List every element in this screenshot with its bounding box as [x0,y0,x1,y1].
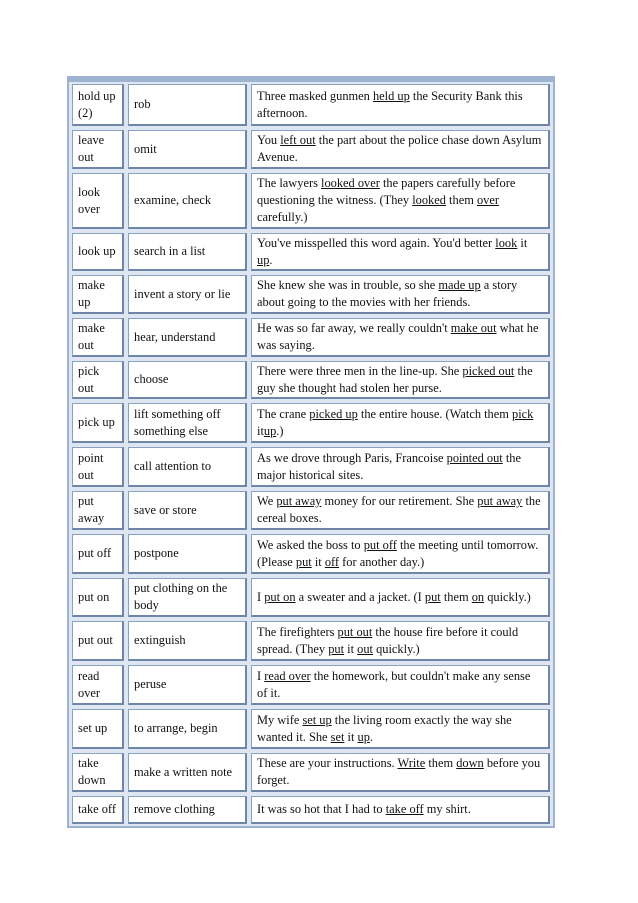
example-text: We asked the boss to [257,537,364,552]
underlined-verb: down [456,756,484,770]
example-text: it [517,235,528,250]
example-text: There were three men in the line-up. She [257,363,463,378]
example-sentence [257,88,543,122]
meaning-cell: to arrange, begin [128,709,247,749]
underlined-verb: make out [450,321,497,335]
underlined-verb: put [295,554,312,569]
example-sentence [257,277,543,311]
meaning-cell: put clothing on the body [128,578,247,617]
meaning-cell: lift something off something else [128,403,247,443]
table-row [69,489,553,532]
phrasal-verb-cell: point out [72,447,124,487]
example-sentence [257,668,543,702]
example-text: the papers carefully before questioning the witness. (They [257,176,516,207]
underlined-verb: put [328,641,345,656]
example-text: Three masked gunmen [257,88,373,103]
example-text: We [257,494,277,508]
underlined-verb: read over [264,668,311,683]
phrasal-verb-cell: put out [72,621,124,661]
example-text: It was so hot that I had to [257,802,386,816]
example-cell [251,753,550,792]
meaning-cell: invent a story or lie [128,275,247,314]
underlined-verb: up [357,729,370,744]
example-text: quickly.) [373,641,420,656]
phrasal-verb-cell: pick up [72,403,124,443]
example-text: it [344,641,358,656]
phrasal-verb-cell: put off [72,534,124,574]
example-sentence [257,450,543,484]
example-text: The firefighters [257,624,338,639]
example-text: The crane [257,406,310,421]
table-row [69,82,553,128]
example-text: the homework, but couldn't make any sense of it. [257,668,531,700]
example-text: These are your instructions. [257,756,398,770]
example-text: it [344,729,358,744]
example-text: I [257,668,265,683]
example-cell [251,578,550,617]
underlined-verb: up [263,423,277,438]
table-row [69,445,553,489]
example-text: before you forget. [257,756,541,787]
table-row [69,171,553,231]
example-text: a sweater and a jacket. (I [295,589,425,604]
example-sentence [257,755,543,789]
example-cell [251,361,550,399]
example-text: the cereal boxes. [257,494,541,525]
meaning-cell: rob [128,84,247,126]
meaning-cell: call attention to [128,447,247,487]
example-text: the part about the police chase down Asylum Avenue. [257,133,542,164]
underlined-verb: put [424,589,441,604]
example-sentence [257,801,471,818]
underlined-verb: put off [363,537,397,552]
table-body [69,82,553,826]
example-text: the Security Bank this afternoon. [257,88,523,120]
table-row [69,751,553,794]
phrasal-verb-cell: leave out [72,130,124,169]
underlined-verb: off [324,554,340,569]
meaning-cell: extinguish [128,621,247,661]
example-sentence [257,175,543,226]
underlined-verb: picked up [309,406,358,421]
table-row [69,576,553,619]
example-text: what he was saying. [257,321,539,352]
underlined-verb: held up [372,88,410,103]
table-row [69,663,553,707]
table-row [69,707,553,751]
example-cell [251,665,550,705]
phrasal-verb-cell: make up [72,275,124,314]
example-text: the meeting until tomorrow. (Please [257,537,539,569]
phrasal-verb-cell: pick out [72,361,124,399]
underlined-verb: looked over [321,176,380,190]
example-text: my shirt. [423,802,471,816]
underlined-verb: left out [280,133,316,147]
phrasal-verb-table [67,76,555,828]
table-row [69,128,553,171]
example-text: the major historical sites. [257,450,521,482]
example-sentence [257,493,543,527]
example-cell [251,173,550,229]
example-text: them [440,589,472,604]
example-sentence [257,132,543,166]
example-cell [251,84,550,126]
phrasal-verb-cell: set up [72,709,124,749]
underlined-verb: out [357,641,373,656]
table-row [69,619,553,663]
example-cell [251,534,550,574]
underlined-verb: up [257,252,270,267]
phrasal-verb-cell: take down [72,753,124,792]
underlined-verb: picked out [462,363,515,378]
underlined-verb: made up [438,278,481,292]
example-text: the entire house. (Watch them [357,406,512,421]
meaning-cell: choose [128,361,247,399]
meaning-cell: examine, check [128,173,247,229]
phrasal-verb-cell: read over [72,665,124,705]
meaning-cell: peruse [128,665,247,705]
underlined-verb: take off [385,802,424,816]
example-cell [251,403,550,443]
underlined-verb: on [471,589,485,604]
table-row [69,231,553,273]
meaning-cell: search in a list [128,233,247,271]
example-text: for another day.) [339,554,425,569]
underlined-verb: pointed out [446,450,503,465]
underlined-verb: put on [264,589,296,604]
example-text: it [311,554,325,569]
example-text: The lawyers [257,176,321,190]
example-text: She knew she was in trouble, so she [257,278,439,292]
phrasal-verb-cell: make out [72,318,124,357]
example-sentence [257,406,543,440]
example-sentence [257,589,531,606]
example-cell [251,796,550,824]
phrasal-verb-cell: put away [72,491,124,530]
underlined-verb: look [495,235,518,250]
example-text: I [257,589,265,604]
example-sentence [257,363,543,397]
example-sentence [257,624,543,658]
example-text: money for our retirement. She [321,494,478,508]
example-text: the house fire before it could spread. (They [257,624,519,656]
phrasal-verb-cell: look up [72,233,124,271]
table-row [69,273,553,316]
example-sentence [257,537,543,571]
example-text: You [257,133,281,147]
example-cell [251,621,550,661]
underlined-verb: put out [337,624,373,639]
underlined-verb: looked [412,193,446,207]
meaning-cell: save or store [128,491,247,530]
example-text: it [257,423,264,438]
phrasal-verb-cell: take off [72,796,124,824]
example-text: You've misspelled this word again. You'd better [257,235,496,250]
meaning-cell: make a written note [128,753,247,792]
underlined-verb: set up [302,712,332,727]
meaning-cell: postpone [128,534,247,574]
phrasal-verb-cell: look over [72,173,124,229]
example-text: .) [276,423,284,438]
example-cell [251,491,550,530]
example-text: them [445,193,477,207]
example-cell [251,233,550,271]
example-cell [251,447,550,487]
example-cell [251,318,550,357]
table-row [69,532,553,576]
example-cell [251,130,550,169]
underlined-verb: put away [276,494,322,508]
example-text: a story about going to the movies with her friends. [257,278,518,309]
example-sentence [257,712,543,746]
example-sentence [257,235,543,269]
table-row [69,401,553,445]
example-text: them [425,756,457,770]
example-cell [251,709,550,749]
example-text: He was so far away, we really couldn't [257,321,451,335]
example-text: As we drove through Paris, Francoise [257,450,447,465]
underlined-verb: over [476,193,499,207]
example-cell [251,275,550,314]
underlined-verb: pick [512,406,534,421]
phrasal-verb-cell: hold up (2) [72,84,124,126]
example-text: quickly.) [484,589,531,604]
underlined-verb: set [330,729,345,744]
meaning-cell: remove clothing [128,796,247,824]
example-text: the guy she thought had stolen her purse. [257,363,533,395]
table-row [69,316,553,359]
meaning-cell: hear, understand [128,318,247,357]
example-text: . [269,252,273,267]
underlined-verb: put away [477,494,523,508]
example-text: carefully.) [257,210,308,224]
example-text: . [369,729,374,744]
table-row [69,794,553,826]
underlined-verb: Write [397,756,426,770]
meaning-cell: omit [128,130,247,169]
example-text: the living room exactly the way she wanted it. She [257,712,512,744]
phrasal-verb-cell: put on [72,578,124,617]
example-sentence [257,320,543,354]
example-text: My wife [257,712,303,727]
table-row [69,359,553,401]
